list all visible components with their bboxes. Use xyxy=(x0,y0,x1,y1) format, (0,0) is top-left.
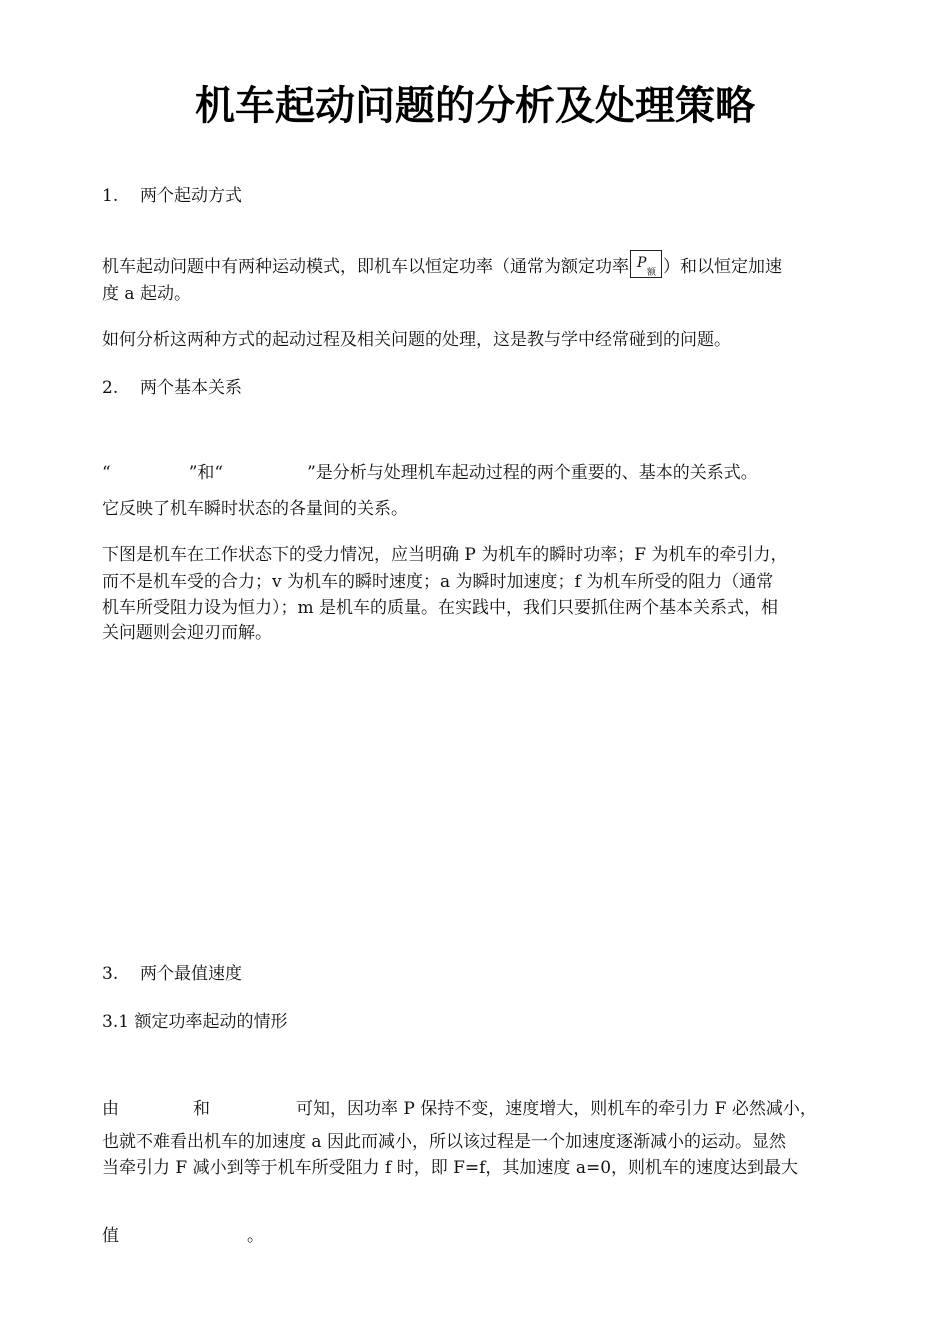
formula-subscript: 额 xyxy=(647,268,657,278)
section-3-1-line-2: 也就不难看出机车的加速度 a 因此而减小，所以该过程是一个加速度逐渐减小的运动。显然 xyxy=(102,1132,786,1152)
page-title: 机车起动问题的分析及处理策略 xyxy=(195,83,755,129)
section-1-para-2: 如何分析这两种方式的起动过程及相关问题的处理，这是教与学中经常碰到的问题。 xyxy=(102,330,731,350)
section-1-para-1-line-1 xyxy=(102,250,782,278)
text-you: 由 xyxy=(102,1099,119,1119)
formula-symbol: P xyxy=(637,255,647,271)
para-text: ）和以恒定加速 xyxy=(663,257,782,277)
section-3-1-line-3: 当牵引力 F 减小到等于机车所受阻力 f 时，即 F=f，其加速度 a=0，则机车的速度达到最大 xyxy=(102,1158,799,1178)
section-2-para-2-line-3: 机车所受阻力设为恒力）；m 是机车的质量。在实践中，我们只要抓住两个基本关系式，相 xyxy=(102,598,779,618)
section-3-number: 3. xyxy=(102,964,119,984)
section-3-title: 两个最值速度 xyxy=(140,964,242,984)
relations-text: ”是分析与处理机车起动过程的两个重要的、基本的关系式。 xyxy=(307,463,758,483)
section-2-heading xyxy=(102,377,242,399)
para-text: 机车起动问题中有两种运动模式，即机车以恒定功率（通常为额定功率 xyxy=(102,257,629,277)
section-3-1-line-1 xyxy=(102,1098,817,1120)
section-2-title: 两个基本关系 xyxy=(140,378,242,398)
text-end: 。 xyxy=(247,1226,264,1246)
quote-mid: ”和“ xyxy=(188,463,224,483)
section-2-para-2-line-4: 关问题则会迎刃而解。 xyxy=(102,623,272,643)
section-1-para-1-line-2: 度 a 起动。 xyxy=(102,284,191,304)
section-3-1-heading: 3.1 额定功率起动的情形 xyxy=(102,1012,288,1032)
rated-power-formula-image xyxy=(630,250,662,278)
section-2-line-2: 它反映了机车瞬时状态的各量间的关系。 xyxy=(102,499,408,519)
section-1-heading xyxy=(102,185,242,207)
section-2-relations-line xyxy=(102,462,758,484)
section-1-title: 两个起动方式 xyxy=(140,186,242,206)
section-2-number: 2. xyxy=(102,378,119,398)
text-zhi: 值 xyxy=(102,1226,119,1246)
section-2-para-2-line-2: 而不是机车受的合力；v 为机车的瞬时速度；a 为瞬时加速度；f 为机车所受的阻力（通常 xyxy=(102,572,774,592)
quote-open: “ xyxy=(102,463,111,483)
text-rest: 可知，因功率 P 保持不变，速度增大，则机车的牵引力 F 必然减小， xyxy=(296,1099,817,1119)
section-2-para-2-line-1: 下图是机车在工作状态下的受力情况，应当明确 P 为机车的瞬时功率；F 为机车的牵引力， xyxy=(102,545,788,565)
section-3-heading xyxy=(102,963,242,985)
section-3-1-line-4 xyxy=(102,1225,264,1247)
text-he: 和 xyxy=(193,1099,210,1119)
section-1-number: 1. xyxy=(102,186,119,206)
